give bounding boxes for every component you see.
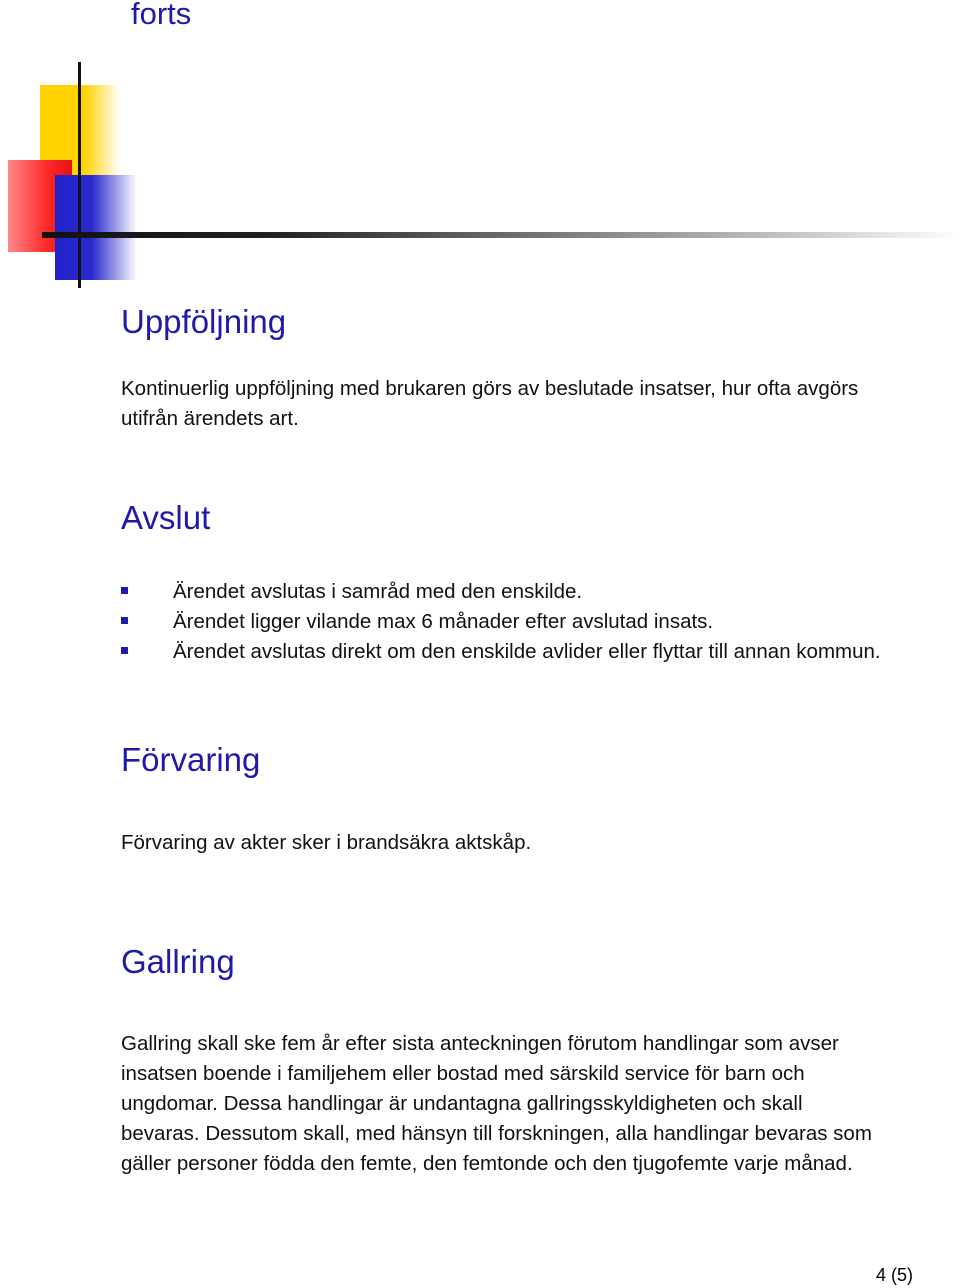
header-title: forts (131, 0, 192, 31)
section-heading-avslut: Avslut (121, 499, 211, 536)
logo-blue-block (55, 175, 137, 280)
gallring-text (121, 1029, 872, 1179)
list-item (121, 607, 881, 637)
square-bullet-icon (121, 647, 128, 654)
text-line: Förvaring av akter sker i brandsäkra aktskåp. (121, 831, 532, 854)
list-item-text: Ärendet ligger vilande max 6 månader efter avslutad insats. (173, 610, 714, 633)
page-number: 4 (5) (876, 1265, 914, 1285)
text-line: utifrån ärendets art. (121, 407, 299, 430)
list-item (121, 577, 881, 607)
list-item-text: Ärendet avslutas i samråd med den enskilde. (173, 580, 583, 603)
list-item (121, 637, 881, 667)
square-bullet-icon (121, 617, 128, 624)
text-line: insatsen boende i familjehem eller bostad med särskild service för barn och (121, 1062, 805, 1085)
forvaring-text (121, 828, 531, 858)
text-line: ungdomar. Dessa handlingar är undantagna gallringsskyldigheten och skall (121, 1092, 803, 1115)
section-heading-uppfoljning: Uppföljning (121, 303, 287, 340)
section-heading-forvaring: Förvaring (121, 741, 261, 778)
text-line: bevaras. Dessutom skall, med hänsyn till forskningen, alla handlingar bevaras som (121, 1122, 872, 1145)
square-bullet-icon (121, 587, 128, 594)
text-line: Gallring skall ske fem år efter sista anteckningen förutom handlingar som avser (121, 1032, 839, 1055)
text-line: Kontinuerlig uppföljning med brukaren görs av beslutade insatser, hur ofta avgörs (121, 377, 859, 400)
logo-horizontal-rule (42, 232, 960, 238)
decorative-logo (0, 0, 960, 300)
section-heading-gallring: Gallring (121, 943, 235, 980)
logo-vertical-line (78, 62, 81, 288)
uppfoljning-text (121, 374, 858, 434)
text-line: gäller personer födda den femte, den femtonde och den tjugofemte varje månad. (121, 1152, 853, 1175)
list-item-text: Ärendet avslutas direkt om den enskilde avlider eller flyttar till annan kommun. (173, 640, 881, 663)
avslut-bullet-list (121, 577, 881, 667)
